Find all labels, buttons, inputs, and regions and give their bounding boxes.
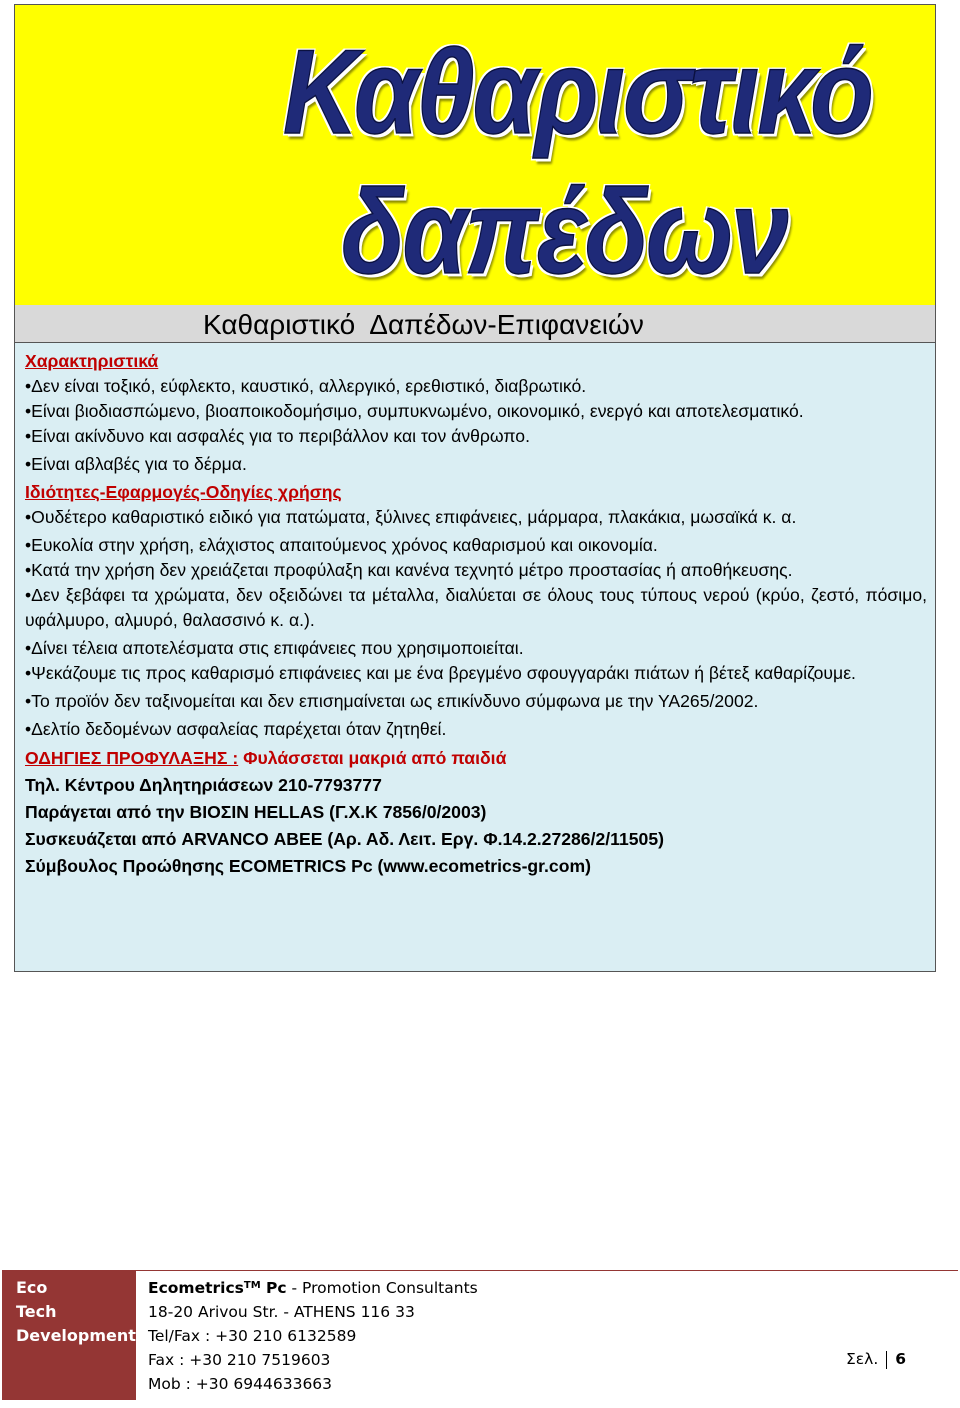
footer-logo-block (2, 1270, 136, 1400)
manufacturer-line: Παράγεται από την ΒΙΟΣΙΝ HELLAS (Γ.Χ.Κ 7856/0/2003) (25, 802, 487, 822)
product-subtitle: Καθαριστικό Δαπέδων-Επιφανειών (203, 309, 644, 340)
usage-item: •Ψεκάζουμε τις προς καθαρισμό επιφάνειες και με ένα βρεγμένο σφουγγαράκι πιάτων ή βέτεξ καθαρίζουμε. (25, 663, 856, 683)
product-description (25, 349, 927, 879)
footer-logo-line: Eco (16, 1278, 48, 1297)
usage-item: •Το προϊόν δεν ταξινομείται και δεν επισημαίνεται ως επικίνδυνο σύμφωνα με την ΥΑ265/2002. (25, 691, 759, 711)
footer-address: 18-20 Arivou Str. - ATHENS 116 33 (148, 1303, 415, 1321)
usage-item: •Δελτίο δεδομένων ασφαλείας παρέχεται όταν ζητηθεί. (25, 719, 447, 739)
usage-item: •Κατά την χρήση δεν χρειάζεται προφύλαξη και κανένα τεχνητό μέτρο προστασίας ή αποθήκευσης. (25, 560, 793, 580)
page-number-value: 6 (895, 1350, 907, 1368)
footer-divider (136, 1270, 958, 1271)
footer-logo-line: Tech (16, 1302, 57, 1321)
banner-title-line-2: δαπέδων (341, 166, 787, 300)
trademark-mark: TM (243, 1280, 261, 1291)
footer-company-line (148, 1276, 478, 1300)
page-label: Σελ. (846, 1350, 879, 1368)
poison-center-phone: Τηλ. Κέντρου Δηλητηριάσεων 210-7793777 (25, 775, 382, 795)
footer-mobile: Mob : +30 6944633663 (148, 1375, 333, 1393)
product-sheet (14, 4, 936, 972)
usage-item: •Δεν ξεβάφει τα χρώματα, δεν οξειδώνει τα μέταλλα, διαλύεται σε όλους τους τύπους νερού (κρύο, ζεστό, πόσιμο, υφάλμυρο, αλμυρό, θαλασσινό κ. α.). (25, 585, 927, 630)
usage-item: •Ουδέτερο καθαριστικό ειδικό για πατώματα, ξύλινες επιφάνειες, μάρμαρα, πλακάκια, μωσαϊκά κ. α. (25, 507, 797, 527)
packager-line: Συσκευάζεται από ARVANCO ΑΒΕΕ (Αρ. Αδ. Λειτ. Εργ. Φ.14.2.27286/2/11505) (25, 829, 664, 849)
company-name: Ecometrics (148, 1279, 244, 1297)
usage-item: •Ευκολία στην χρήση, ελάχιστος απαιτούμενος χρόνος καθαρισμού και οικονομία. (25, 535, 658, 555)
footer-telfax: Tel/Fax : +30 210 6132589 (148, 1327, 357, 1345)
characteristic-item: •Είναι βιοδιασπώμενο, βιοαποικοδομήσιμο, συμπυκνωμένο, οικονομικό, ενεργό και αποτελεσματικό. (25, 401, 804, 421)
subtitle-bar (15, 305, 935, 343)
footer-fax: Fax : +30 210 7519603 (148, 1351, 331, 1369)
footer-contact-info (148, 1276, 478, 1396)
safety-warning-label: ΟΔΗΓΙΕΣ ΠΡΟΦΥΛΑΞΗΣ : (25, 748, 239, 768)
safety-warning-text: Φυλάσσεται μακριά από παιδιά (238, 748, 507, 768)
characteristic-item: •Δεν είναι τοξικό, εύφλεκτο, καυστικό, αλλεργικό, ερεθιστικό, διαβρωτικό. (25, 376, 587, 396)
banner-title-line-1: Καθαριστικό (283, 26, 872, 160)
company-suffix: Pc (260, 1279, 287, 1297)
characteristic-item: •Είναι ακίνδυνο και ασφαλές για το περιβάλλον και τον άνθρωπο. (25, 426, 530, 446)
usage-heading: Ιδιότητες-Εφαρμογές-Οδηγίες χρήσης (25, 482, 342, 502)
characteristic-item: •Είναι αβλαβές για το δέρμα. (25, 454, 247, 474)
safety-warning (25, 746, 927, 771)
page-number (846, 1350, 906, 1369)
title-banner (15, 5, 935, 306)
characteristics-heading: Χαρακτηριστικά (25, 351, 159, 371)
company-description: - Promotion Consultants (286, 1279, 478, 1297)
page-separator (886, 1351, 887, 1369)
usage-item: •Δίνει τέλεια αποτελέσματα στις επιφάνειες που χρησιμοποιείται. (25, 638, 524, 658)
consultant-line: Σύμβουλος Προώθησης ECOMETRICS Pc (www.ecometrics-gr.com) (25, 856, 591, 876)
footer-logo-line: Development (16, 1326, 136, 1345)
